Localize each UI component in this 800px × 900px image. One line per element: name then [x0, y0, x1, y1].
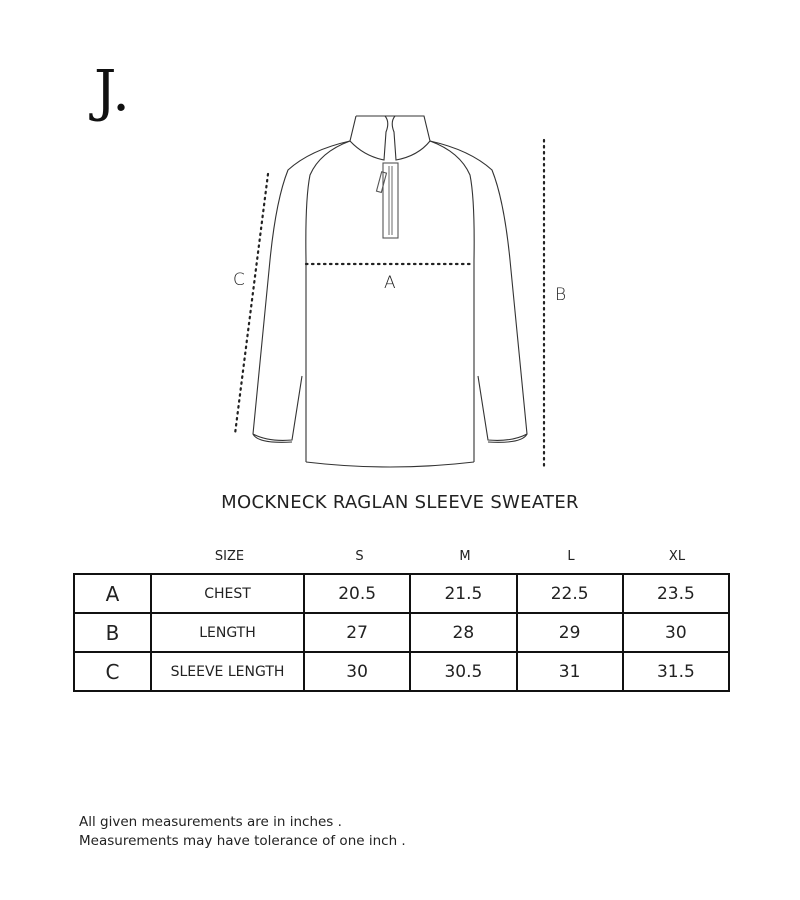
table-row-sleeve-length [74, 652, 729, 691]
measurement-notes [79, 813, 406, 851]
row-key: B [74, 613, 151, 652]
note-units: All given measurements are in inches . [79, 814, 342, 830]
product-title: MOCKNECK RAGLAN SLEEVE SWEATER [221, 492, 579, 513]
note-tolerance: Measurements may have tolerance of one inch . [79, 833, 406, 849]
cell-value: 22.5 [517, 574, 623, 613]
table-row-length [74, 613, 729, 652]
length-label: B [555, 285, 567, 305]
cell-value: 20.5 [304, 574, 410, 613]
size-header-s: S [355, 549, 364, 564]
cell-value: 29 [517, 613, 623, 652]
sleeve-measure-line [235, 174, 268, 434]
size-header-xl: XL [668, 549, 686, 564]
cell-value: 30.5 [410, 652, 516, 691]
row-measurement: CHEST [151, 574, 304, 613]
table-row-chest [74, 574, 729, 613]
size-column-header: SIZE [214, 549, 245, 564]
row-measurement: LENGTH [151, 613, 304, 652]
size-header-m: M [459, 549, 471, 564]
size-header-l: L [567, 549, 575, 564]
cell-value: 30 [304, 652, 410, 691]
cell-value: 21.5 [410, 574, 516, 613]
cell-value: 23.5 [623, 574, 729, 613]
row-key: A [74, 574, 151, 613]
row-key: C [74, 652, 151, 691]
cell-value: 28 [410, 613, 516, 652]
cell-value: 30 [623, 613, 729, 652]
cell-value: 31.5 [623, 652, 729, 691]
row-measurement: SLEEVE LENGTH [151, 652, 304, 691]
cell-value: 27 [304, 613, 410, 652]
sleeve-label: C [233, 270, 245, 290]
size-chart-table [73, 573, 730, 692]
brand-logo: J. [94, 59, 130, 124]
chest-label: A [384, 273, 396, 293]
cell-value: 31 [517, 652, 623, 691]
